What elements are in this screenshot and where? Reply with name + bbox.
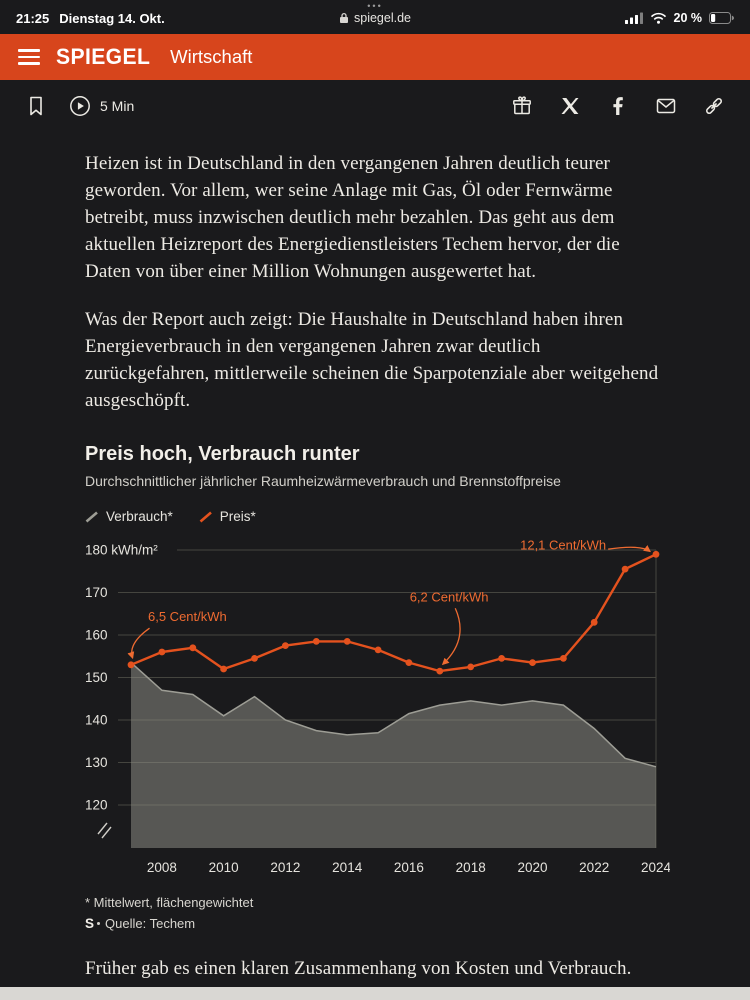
svg-text:2012: 2012 xyxy=(270,860,301,875)
source-label: Quelle: Techem xyxy=(105,916,196,931)
svg-text:140: 140 xyxy=(85,712,108,728)
chart-subtitle: Durchschnittlicher jährlicher Raumheizwärmeverbrauch und Brennstoffpreise xyxy=(85,473,561,489)
article-body xyxy=(0,132,750,414)
svg-text:6,5 Cent/kWh: 6,5 Cent/kWh xyxy=(148,608,227,624)
status-date: Dienstag 14. Okt. xyxy=(59,10,165,26)
legend-item-preis xyxy=(199,509,256,524)
article-body-continued xyxy=(0,931,750,982)
mail-icon[interactable] xyxy=(654,94,678,118)
source-dot xyxy=(97,922,100,925)
link-icon[interactable] xyxy=(702,94,726,118)
gift-icon[interactable] xyxy=(510,94,534,118)
svg-text:2008: 2008 xyxy=(146,860,177,875)
address-bar[interactable] xyxy=(339,1,411,25)
x-icon[interactable] xyxy=(558,94,582,118)
lock-icon xyxy=(339,12,349,24)
play-icon[interactable] xyxy=(68,94,92,118)
verbrauch-line-icon xyxy=(85,510,99,524)
facebook-icon[interactable] xyxy=(606,94,630,118)
section-title[interactable]: Wirtschaft xyxy=(170,46,253,67)
article-paragraph: Früher gab es einen klaren Zusammenhang von Kosten und Verbrauch. xyxy=(85,958,632,979)
svg-text:2016: 2016 xyxy=(393,860,424,875)
url-text: spiegel.de xyxy=(354,11,411,25)
read-time-label: 5 Min xyxy=(100,98,135,114)
svg-text:2014: 2014 xyxy=(332,860,363,875)
chart-footnote: * Mittelwert, flächengewichtet xyxy=(85,895,254,910)
line-chart xyxy=(85,536,670,886)
article-toolbar xyxy=(0,80,750,132)
next-element-preview xyxy=(0,987,750,1000)
audio-play-control[interactable] xyxy=(68,94,134,118)
tab-dots-icon: ••• xyxy=(367,1,383,11)
svg-text:160: 160 xyxy=(85,627,108,643)
status-bar xyxy=(0,0,750,34)
svg-text:2018: 2018 xyxy=(455,860,486,875)
chart-block xyxy=(0,435,750,931)
preis-line-icon xyxy=(199,510,213,524)
svg-text:2024: 2024 xyxy=(640,860,670,875)
svg-text:2020: 2020 xyxy=(517,860,548,875)
legend-item-verbrauch xyxy=(85,509,173,524)
svg-text:170: 170 xyxy=(85,585,108,600)
app-header xyxy=(0,34,750,80)
svg-text:12,1 Cent/kWh: 12,1 Cent/kWh xyxy=(520,537,607,553)
chart-source xyxy=(85,916,665,931)
svg-text:6,2 Cent/kWh: 6,2 Cent/kWh xyxy=(409,589,489,605)
wifi-icon xyxy=(650,12,667,24)
spiegel-source-mark: S xyxy=(85,916,95,931)
menu-icon[interactable] xyxy=(18,49,40,65)
svg-text:150: 150 xyxy=(85,670,108,685)
legend-label: Preis* xyxy=(219,509,256,524)
svg-text:120: 120 xyxy=(85,797,108,813)
legend-label: Verbrauch* xyxy=(106,509,173,524)
battery-icon xyxy=(709,12,734,24)
svg-text:2022: 2022 xyxy=(579,860,610,875)
cellular-icon xyxy=(625,12,643,24)
bookmark-icon[interactable] xyxy=(24,94,48,118)
spiegel-logo[interactable]: SPIEGEL xyxy=(56,44,151,69)
svg-text:180 kWh/m²: 180 kWh/m² xyxy=(85,542,158,558)
battery-percent: 20 % xyxy=(673,11,702,25)
article-paragraph: Heizen ist in Deutschland in den vergangenen Jahren deutlich teurer geworden. Vor allem, wer seine Anlage mit Gas, Öl oder Fernwärme betreibt, muss inzwischen deutlich mehr bezahlen. Das geht aus dem aktuellen Heizreport des Energiedienstleisters Techem hervor, der die Daten von über einer Million Wohnungen ausgewertet hat. xyxy=(85,153,620,282)
chart-title: Preis hoch, Verbrauch runter xyxy=(85,443,360,465)
clock: 21:25 xyxy=(16,10,50,26)
svg-text:2010: 2010 xyxy=(208,860,239,875)
svg-text:130: 130 xyxy=(85,755,108,770)
chart-legend xyxy=(85,509,665,524)
article-paragraph: Was der Report auch zeigt: Die Haushalte in Deutschland haben ihren Energieverbrauch in den vergangenen Jahren zwar deutlich zurückgefahren, mittlerweile scheinen die Sparpotenziale aber weitgehend ausgeschöpft. xyxy=(85,309,659,411)
